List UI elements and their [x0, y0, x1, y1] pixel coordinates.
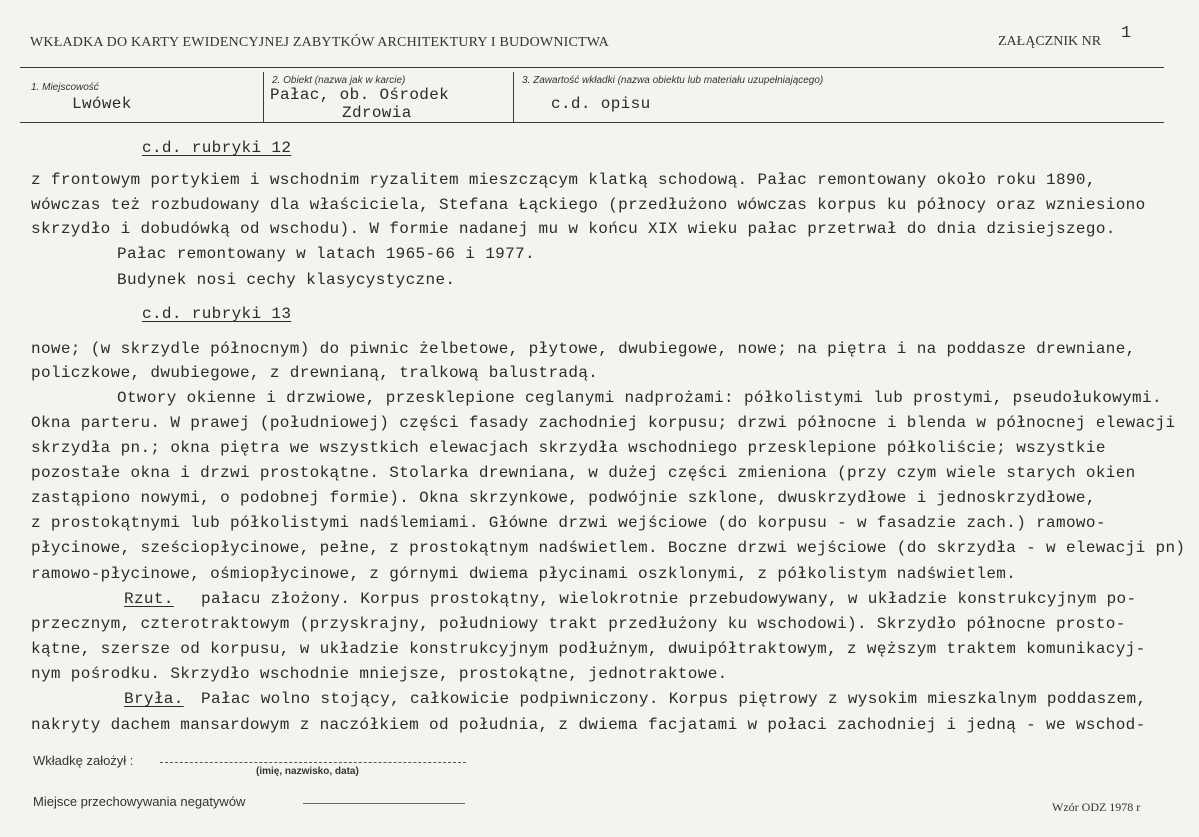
rzut-heading: Rzut.: [124, 590, 174, 608]
text-line: nakryty dachem mansardowym z naczółkiem od południa, z dwiema facjatami w połaci zachodniej i jedną - we wschod-: [31, 716, 1146, 734]
founder-signature-line: [160, 762, 466, 763]
founder-label: Wkładkę założył :: [33, 753, 134, 768]
founder-hint: (imię, nazwisko, data): [256, 766, 359, 777]
text-line: skrzydło i dobudówką od wschodu). W formie nadanej mu w końcu XIX wieku pałac przetrwał do dnia dzisiejszego.: [31, 220, 1116, 238]
field-divider-1: [263, 72, 264, 122]
locality-label: 1. Miejscowość: [31, 82, 99, 93]
text-line: zastąpiono nowymi, o podobnej formie). Okna skrzynkowe, podwójnie szklone, dwuskrzydłowe i jednoskrzydłowe,: [31, 489, 1096, 507]
form-pattern: Wzór ODZ 1978 r: [1052, 800, 1141, 814]
object-value-line-2: Zdrowia: [342, 104, 412, 122]
text-line: Budynek nosi cechy klasycystyczne.: [117, 271, 456, 289]
content-value: c.d. opisu: [551, 95, 651, 113]
text-line: skrzydła pn.; okna piętra we wszystkich elewacjach skrzydła wschodniego przesklepione półkoliście; wszystkie: [31, 439, 1106, 457]
heading-rubric-13: c.d. rubryki 13: [142, 305, 292, 323]
storage-line: [303, 803, 465, 804]
field-box-top-line: [20, 67, 1164, 68]
bryla-heading: Bryła.: [124, 690, 184, 708]
annex-number: 1: [1121, 24, 1132, 43]
text-line: policzkowe, dwubiegowe, z drewnianą, tralkową balustradą.: [31, 364, 599, 382]
text-line: Otwory okienne i drzwiowe, przesklepione ceglanymi nadprożami: półkolistymi lub prostymi, pseudołukowymi.: [117, 389, 1162, 407]
annex-label: ZAŁĄCZNIK NR: [998, 34, 1102, 49]
field-box-bottom-line: [20, 122, 1164, 123]
text-line: wówczas też rozbudowany dla właściciela, Stefana Łąckiego (przedłużono wówczas korpus ku północy oraz wzniesiono: [31, 196, 1146, 214]
text-line: Pałac wolno stojący, całkowicie podpiwniczony. Korpus piętrowy z wysokim mieszkalnym poddaszem,: [201, 690, 1147, 708]
text-line: nowe; (w skrzydle północnym) do piwnic żelbetowe, płytowe, dwubiegowe, nowe; na piętra i na poddasze drewniane,: [31, 340, 1136, 358]
text-line: Okna parteru. W prawej (południowej) części fasady zachodniej korpusu; drzwi północne i blenda w północnej elewacji: [31, 414, 1176, 432]
heading-rubric-12: c.d. rubryki 12: [142, 139, 292, 157]
text-line: nym pośrodku. Skrzydło wschodnie mniejsze, prostokątne, jednotraktowe.: [31, 665, 728, 683]
text-line: z frontowym portykiem i wschodnim ryzalitem mieszczącym klatką schodową. Pałac remontowany około roku 1890,: [31, 171, 1096, 189]
form-title: WKŁADKA DO KARTY EWIDENCYJNEJ ZABYTKÓW ARCHITEKTURY I BUDOWNICTWA: [30, 35, 609, 50]
text-line: z prostokątnymi lub półkolistymi nadślemiami. Główne drzwi wejściowe (do korpusu - w fasadzie zach.) ramowo-: [31, 514, 1106, 532]
text-line: płycinowe, sześciopłycinowe, pełne, z prostokątnym nadświetlem. Boczne drzwi wejściowe (do skrzydła - w elewacji pn): [31, 539, 1186, 557]
object-label: 2. Obiekt (nazwa jak w karcie): [272, 75, 406, 86]
text-line: kątne, szersze od korpusu, w układzie konstrukcyjnym podłużnym, dwuipółtraktowym, z węższym traktem komunikacyj-: [31, 640, 1146, 658]
content-label: 3. Zawartość wkładki (nazwa obiektu lub materiału uzupełniającego): [522, 75, 824, 86]
storage-label: Miejsce przechowywania negatywów: [33, 794, 246, 809]
object-value-line-1: Pałac, ob. Ośrodek: [270, 86, 450, 104]
text-line: przecznym, czterotraktowym (przyskrajny, południowy trakt przedłużony ku wschodowi). Skrzydło północne prosto-: [31, 615, 1126, 633]
text-line: Pałac remontowany w latach 1965-66 i 1977.: [117, 245, 535, 263]
text-line: ramowo-płycinowe, ośmiopłycinowe, z górnymi dwiema płycinami oszklonymi, z półkolistym nadświetlem.: [31, 565, 1017, 583]
field-divider-2: [513, 72, 514, 122]
locality-value: Lwówek: [72, 95, 132, 113]
text-line: pałacu złożony. Korpus prostokątny, wielokrotnie przebudowywany, w układzie konstrukcyjnym po-: [201, 590, 1137, 608]
text-line: pozostałe okna i drzwi prostokątne. Stolarka drewniana, w dużej części zmieniona (przy czym wiele starych okien: [31, 464, 1136, 482]
